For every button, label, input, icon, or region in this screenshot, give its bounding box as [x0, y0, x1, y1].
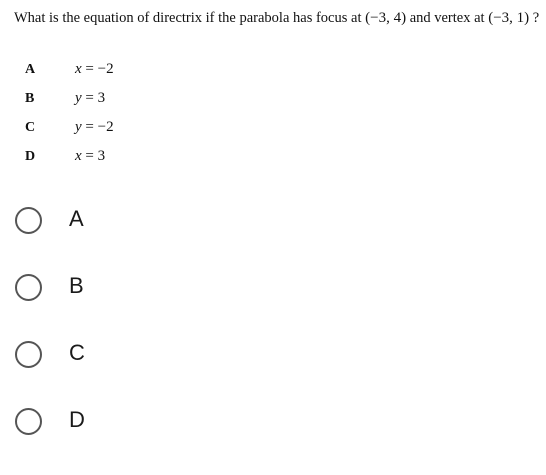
radio-options-group [15, 207, 315, 475]
question-suffix: ? [529, 10, 540, 26]
option-label-c[interactable]: C [69, 340, 85, 365]
radio-button-c[interactable] [15, 341, 42, 368]
choice-row-c [25, 118, 225, 147]
option-c[interactable] [15, 341, 315, 408]
equation-variable: x [75, 148, 82, 164]
equation-variable: x [75, 61, 82, 77]
option-label-a[interactable]: A [69, 206, 84, 231]
equation-rhs: = −2 [81, 119, 114, 135]
option-label-d[interactable]: D [69, 407, 85, 432]
radio-button-a[interactable] [15, 207, 42, 234]
choice-letter: D [25, 149, 36, 164]
vertex-coordinates: (−3, 1) [488, 10, 530, 26]
option-a[interactable] [15, 207, 315, 274]
question-text [14, 8, 540, 28]
equation-variable: y [75, 90, 82, 106]
option-b[interactable] [15, 274, 315, 341]
question-prefix: What is the equation of directrix if the parabola has focus at [14, 10, 366, 26]
choice-row-a [25, 60, 225, 89]
equation-variable: y [75, 119, 82, 135]
answer-choices-list [25, 60, 225, 176]
option-label-b[interactable]: B [69, 273, 84, 298]
focus-coordinates: (−3, 4) [365, 10, 407, 26]
choice-equation [75, 119, 114, 136]
radio-button-d[interactable] [15, 408, 42, 435]
choice-row-b [25, 89, 225, 118]
equation-rhs: = 3 [81, 90, 106, 106]
choice-letter: A [25, 62, 36, 77]
equation-rhs: = −2 [81, 61, 114, 77]
equation-rhs: = 3 [81, 148, 106, 164]
option-d[interactable] [15, 408, 315, 475]
question-middle: and vertex at [406, 10, 489, 26]
choice-equation [75, 61, 114, 78]
radio-button-b[interactable] [15, 274, 42, 301]
choice-equation [75, 90, 105, 107]
choice-letter: B [25, 91, 35, 106]
choice-row-d [25, 147, 225, 176]
choice-equation [75, 148, 105, 165]
choice-letter: C [25, 120, 36, 135]
